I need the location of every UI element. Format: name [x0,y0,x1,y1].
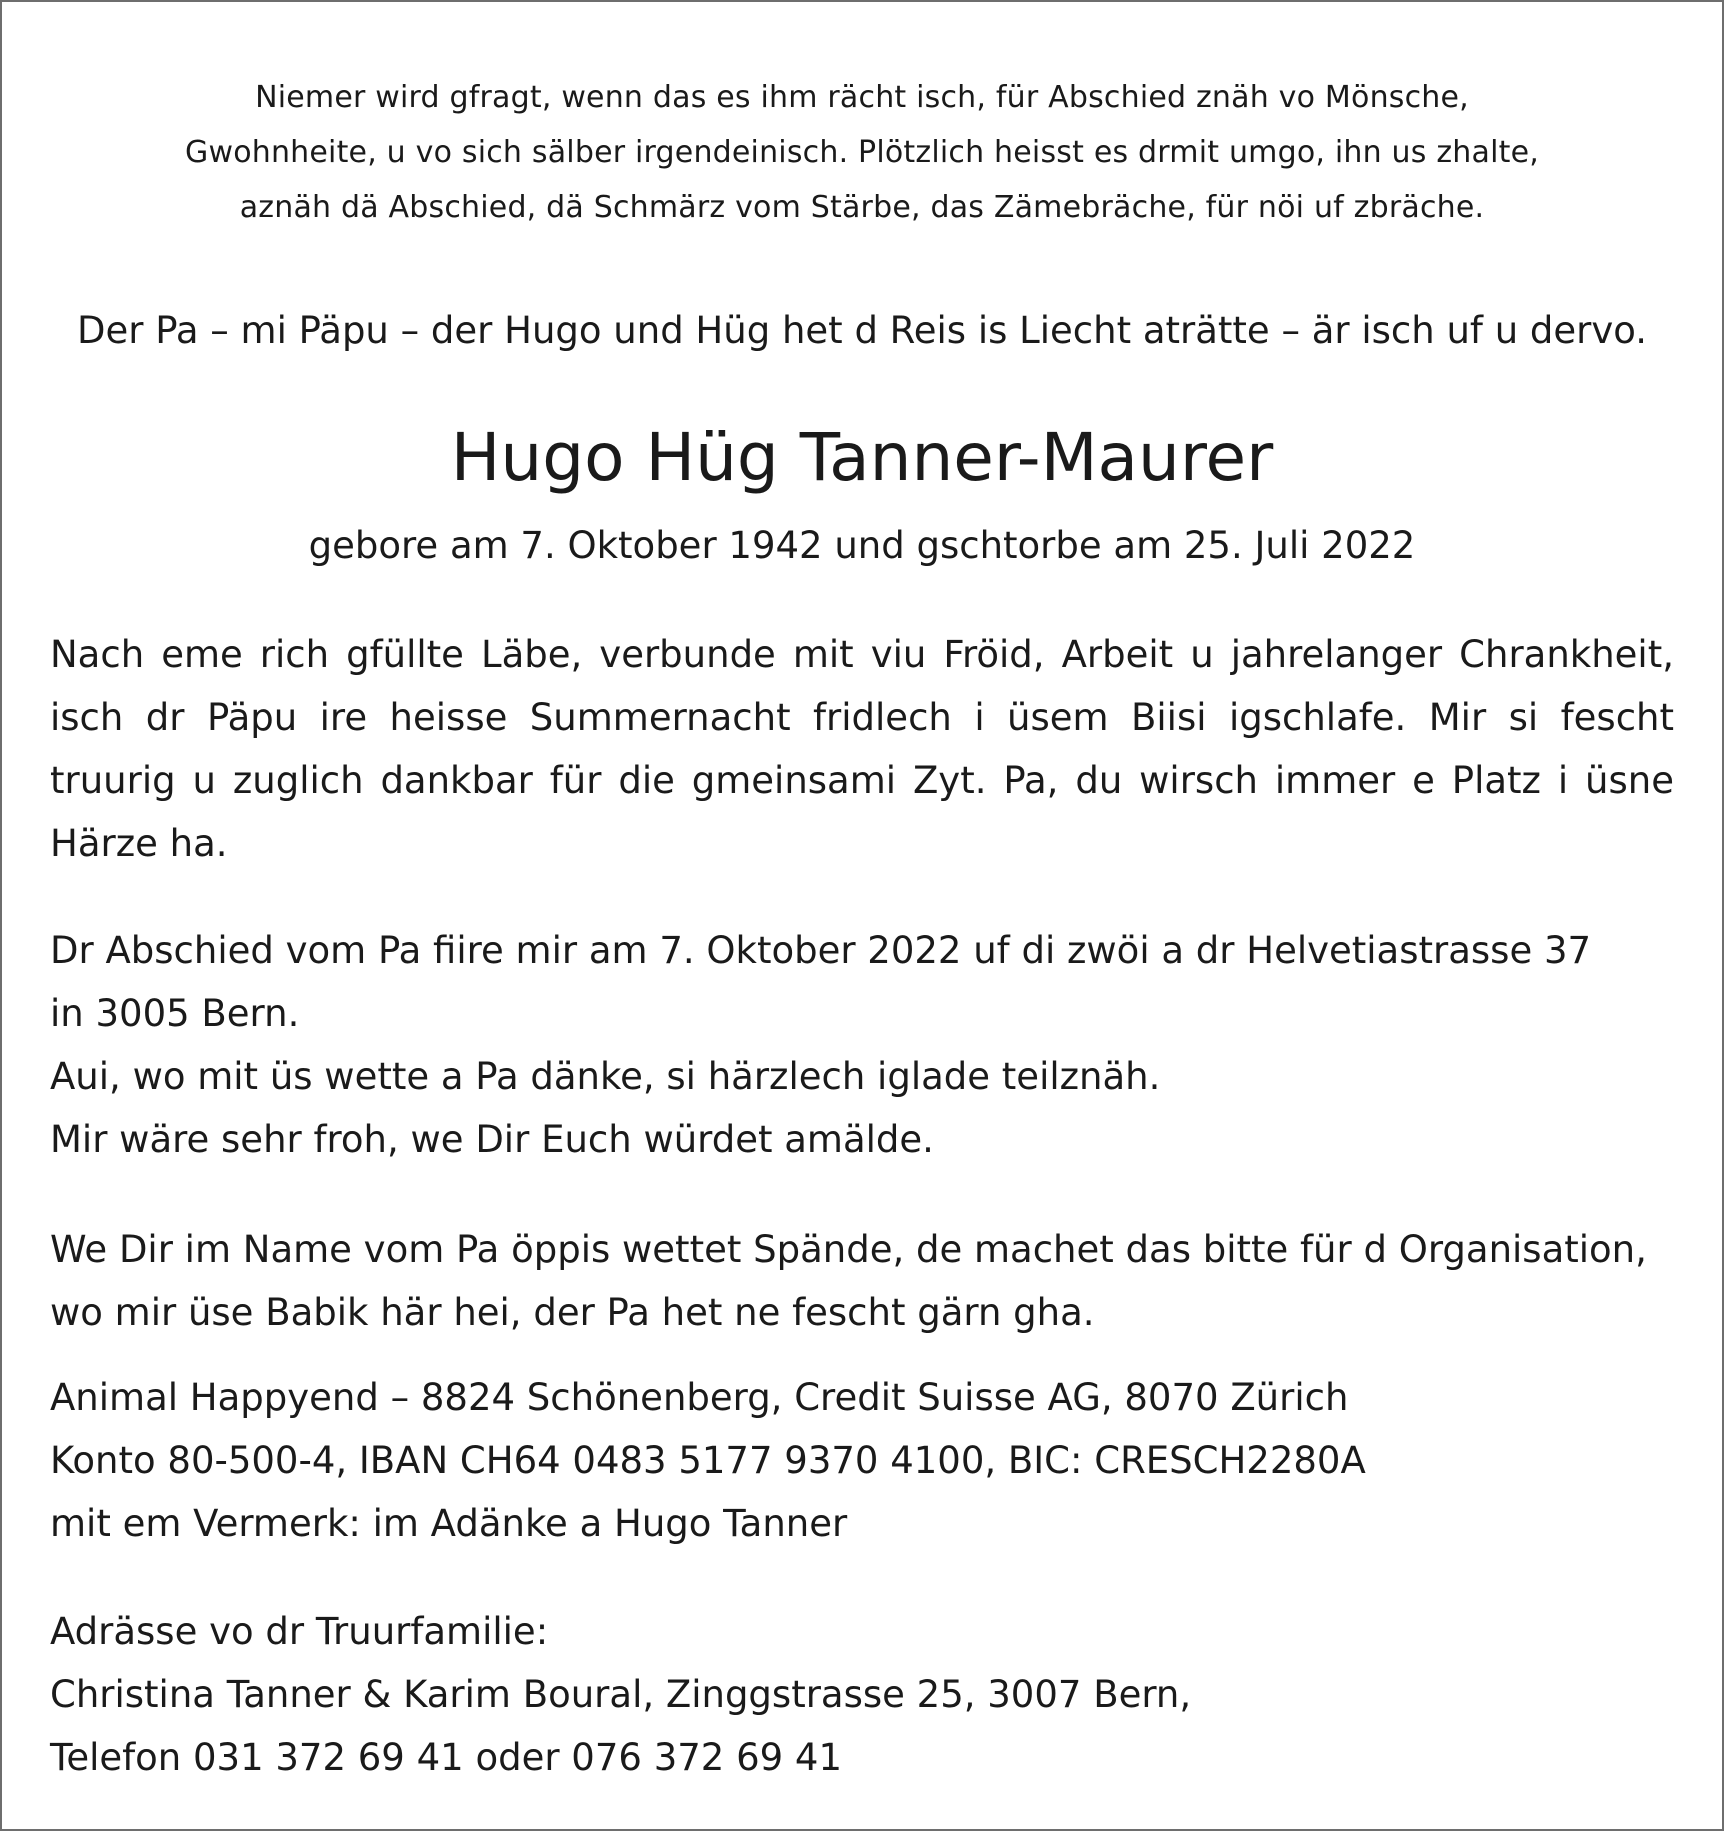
deceased-name: Hugo Hüg Tanner-Maurer [450,419,1274,496]
life-dates: gebore am 7. Oktober 1942 und gschtorbe am 25. Juli 2022 [308,524,1416,567]
family-line: Adrässe vo dr Truurfamilie: [50,1610,549,1653]
family-line: Christina Tanner & Karim Boural, Zinggstrasse 25, 3007 Bern, [50,1673,1192,1716]
ceremony-paragraph [50,919,1674,1171]
family-address [50,1600,1674,1789]
bank-line: Animal Happyend – 8824 Schönenberg, Credit Suisse AG, 8070 Zürich [50,1376,1349,1419]
ceremony-line: Aui, wo mit üs wette a Pa dänke, si härzlech iglade teilznäh. [50,1055,1161,1098]
bank-line: Konto 80-500-4, IBAN CH64 0483 5177 9370 4100, BIC: CRESCH2280A [50,1439,1366,1482]
tribute-line: truurig u zuglich dankbar für die gmeinsami Zyt. Pa, du wirsch immer e Platz i üsne [50,759,1674,802]
tribute-line: Nach eme rich gfüllte Läbe, verbunde mit viu Fröid, Arbeit u jahrelanger Chrankheit, [50,633,1674,676]
intro-text: Der Pa – mi Päpu – der Hugo und Hüg het d Reis is Liecht aträtte – är isch uf u dervo. [76,309,1648,352]
poem-line: Niemer wird gfragt, wenn das es ihm rächt isch, für Abschied znäh vo Mönsche, [255,80,1469,115]
ceremony-line: Mir wäre sehr froh, we Dir Euch würdet amälde. [50,1118,934,1161]
poem [2,70,1722,235]
poem-line: Gwohnheite, u vo sich sälber irgendeinisch. Plötzlich heisst es drmit umgo, ihn us zhalte, [185,135,1539,170]
tribute-paragraph [50,623,1674,875]
bank-details [50,1366,1674,1555]
ceremony-line: in 3005 Bern. [50,992,300,1035]
donation-paragraph [50,1218,1674,1344]
donation-line: wo mir üse Babik här hei, der Pa het ne fescht gärn gha. [50,1291,1095,1334]
family-line: Telefon 031 372 69 41 oder 076 372 69 41 [50,1736,842,1779]
donation-line: We Dir im Name vom Pa öppis wettet Spände, de machet das bitte für d Organisation, [50,1228,1647,1271]
tribute-line: Härze ha. [50,822,228,865]
bank-line: mit em Vermerk: im Adänke a Hugo Tanner [50,1502,848,1545]
poem-line: aznäh dä Abschied, dä Schmärz vom Stärbe, das Zämebräche, für nöi uf zbräche. [239,190,1485,225]
ceremony-line: Dr Abschied vom Pa fiire mir am 7. Oktober 2022 uf di zwöi a dr Helvetiastrasse 37 [50,929,1592,972]
tribute-line: isch dr Päpu ire heisse Summernacht fridlech i üsem Biisi igschlafe. Mir si fescht [50,696,1674,739]
